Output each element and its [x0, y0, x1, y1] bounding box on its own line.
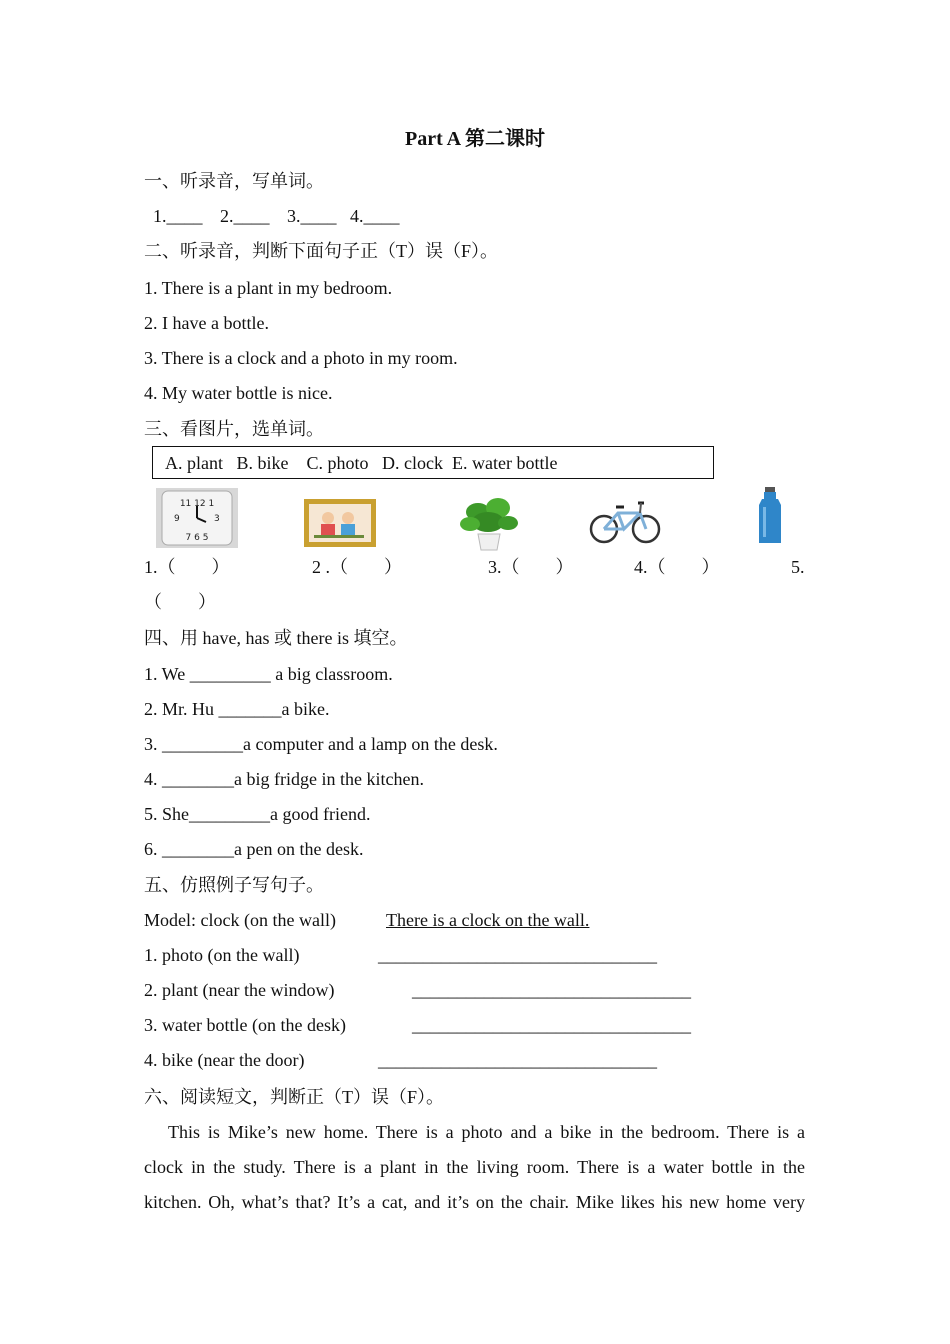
passage-line-3: kitchen. Oh, what’s that? It’s a cat, and it’s on the chair. Mike likes his new home very	[144, 1192, 805, 1212]
s5-answer-line-3: _______________________________	[412, 1015, 691, 1035]
section-1-heading: 一、听录音，写单词。	[144, 171, 324, 191]
s4-item-5: 5. She_________a good friend.	[144, 804, 371, 824]
section-5-heading: 五、仿照例子写句子。	[144, 875, 324, 895]
water-bottle-picture	[756, 487, 784, 545]
passage-line-1: This is Mike’s new home. There is a photo and a bike in the bedroom. There is a	[168, 1122, 805, 1142]
s5-answer-line-2: _______________________________	[412, 980, 691, 1000]
s5-item-3: 3. water bottle (on the desk)	[144, 1015, 346, 1035]
svg-text:7 6 5: 7 6 5	[185, 533, 209, 543]
s5-item-1: 1. photo (on the wall)	[144, 945, 300, 965]
svg-text:11 12 1: 11 12 1	[179, 499, 215, 509]
section-6-heading: 六、阅读短文，判断正（T）误（F）。	[144, 1087, 445, 1107]
s3-answer-5-paren: （ ）	[144, 592, 216, 612]
passage-line-2: clock in the study. There is a plant in the living room. There is a water bottle in the	[144, 1157, 805, 1177]
svg-text:3: 3	[214, 514, 220, 524]
plant-picture	[458, 494, 520, 552]
word-options: A. plant B. bike C. photo D. clock E. water bottle	[165, 453, 558, 473]
s1-item-4: 4.____	[350, 206, 400, 226]
clock-picture	[156, 488, 238, 548]
s4-item-2: 2. Mr. Hu _______a bike.	[144, 699, 330, 719]
s5-item-2: 2. plant (near the window)	[144, 980, 335, 1000]
s1-item-1: 1.____	[153, 206, 203, 226]
s2-item-3: 3. There is a clock and a photo in my room.	[144, 348, 458, 368]
s3-answer-5: 5.	[791, 557, 805, 577]
s1-item-2: 2.____	[220, 206, 270, 226]
photo-picture	[304, 499, 376, 547]
s1-item-3: 3.____	[287, 206, 337, 226]
s2-item-2: 2. I have a bottle.	[144, 313, 269, 333]
section-2-heading: 二、听录音，判断下面句子正（T）误（F）。	[144, 241, 499, 261]
svg-text:9: 9	[174, 514, 180, 524]
s5-item-4: 4. bike (near the door)	[144, 1050, 305, 1070]
s4-item-3: 3. _________a computer and a lamp on the desk.	[144, 734, 498, 754]
section-3-heading: 三、看图片，选单词。	[144, 419, 324, 439]
s5-model-prompt: Model: clock (on the wall)	[144, 910, 336, 930]
s3-answer-1: 1.（ ）	[144, 557, 230, 577]
s5-answer-line-1: _______________________________	[378, 945, 657, 965]
section-4-heading: 四、用 have, has 或 there is 填空。	[144, 628, 408, 648]
s4-item-4: 4. ________a big fridge in the kitchen.	[144, 769, 424, 789]
s3-answer-3: 3.（ ）	[488, 557, 574, 577]
s5-answer-line-4: _______________________________	[378, 1050, 657, 1070]
bike-picture	[588, 491, 662, 549]
reading-passage	[144, 1115, 805, 1220]
s2-item-1: 1. There is a plant in my bedroom.	[144, 278, 393, 298]
s5-model-answer: There is a clock on the wall.	[386, 910, 590, 930]
word-options-box	[152, 446, 714, 479]
s4-item-1: 1. We _________ a big classroom.	[144, 664, 393, 684]
s4-item-6: 6. ________a pen on the desk.	[144, 839, 364, 859]
s3-answer-2: 2 .（ ）	[312, 557, 402, 577]
page-title: Part A 第二课时	[405, 128, 545, 150]
s2-item-4: 4. My water bottle is nice.	[144, 383, 333, 403]
s3-answer-4: 4.（ ）	[634, 557, 720, 577]
